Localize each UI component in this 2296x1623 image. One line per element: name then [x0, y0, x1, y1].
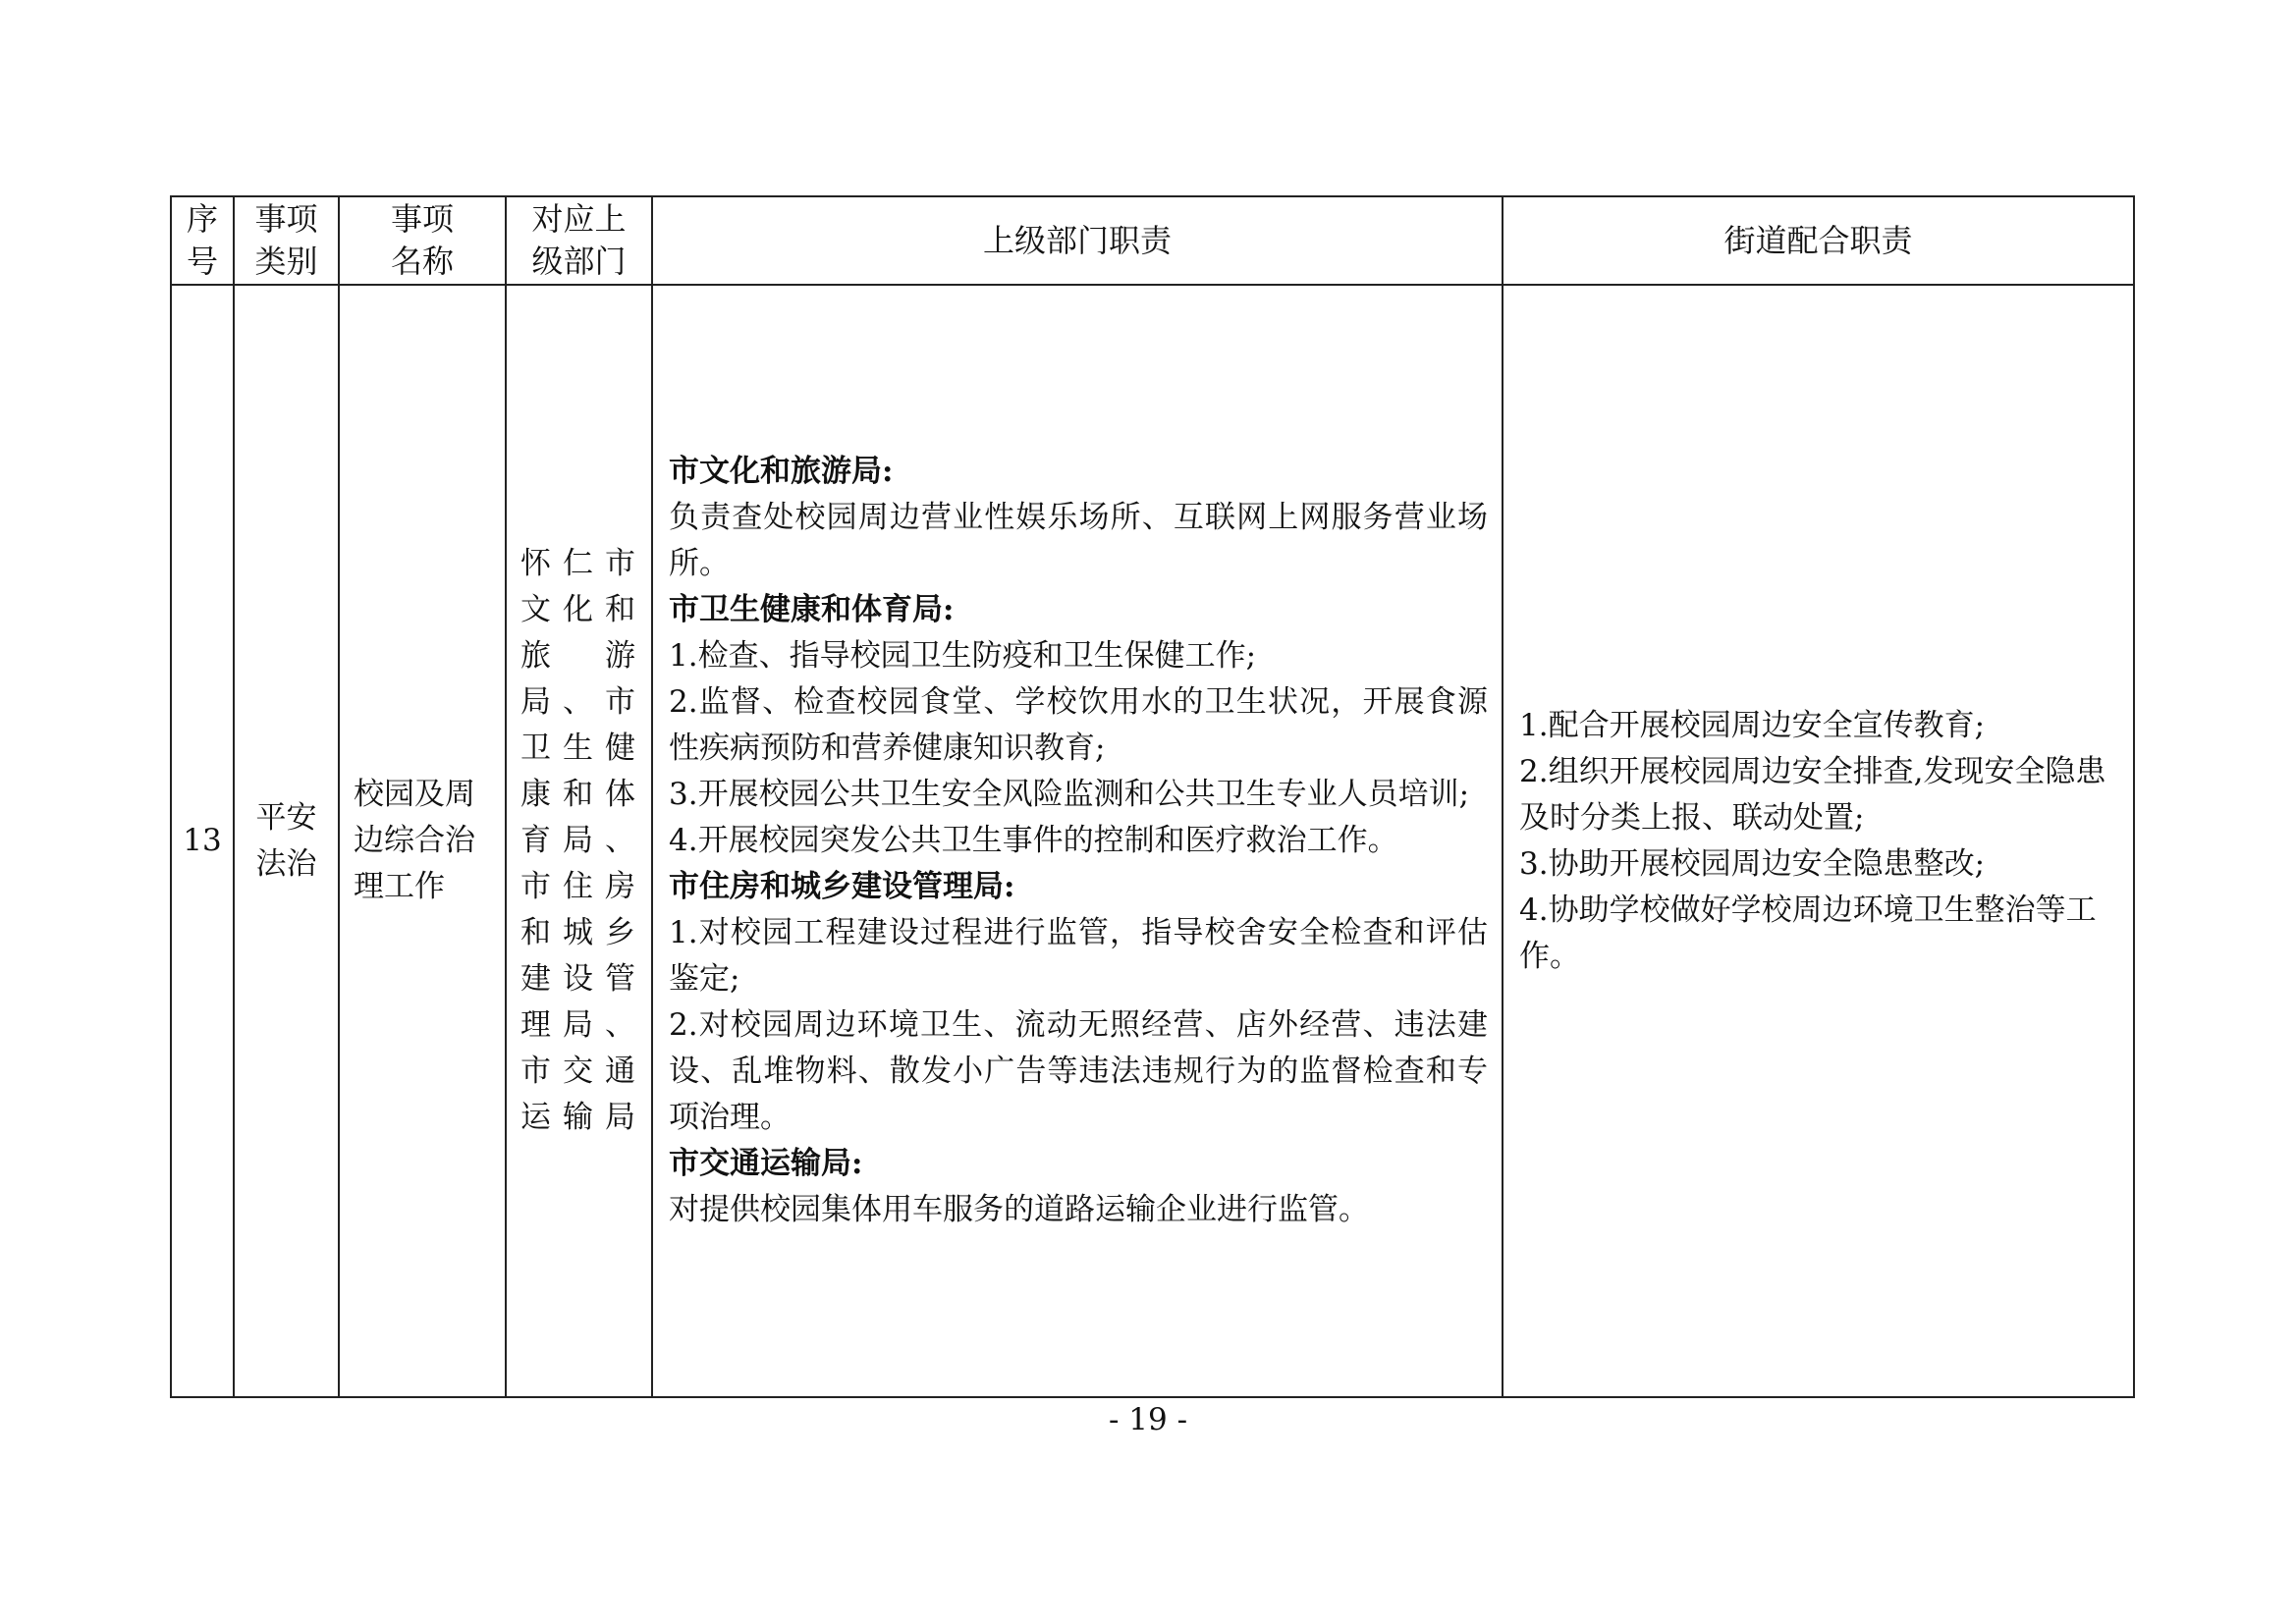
- agency-title: 市卫生健康和体育局:: [669, 592, 955, 627]
- duty-item: 2.对校园周边环境卫生、流动无照经营、店外经营、违法建设、乱堆物料、散发小广告等违法违规行为的监督检查和专项治理。: [669, 1007, 1488, 1135]
- cell-seq: 13: [171, 285, 234, 1397]
- agency-title: 市文化和旅游局:: [669, 454, 894, 489]
- street-duty-item: 2.组织开展校园周边安全排查,发现安全隐患及时分类上报、联动处置;: [1519, 753, 2106, 836]
- duty-item: 负责查处校园周边营业性娱乐场所、互联网上网服务营业场所。: [669, 500, 1488, 581]
- duty-item: 4.开展校园突发公共卫生事件的控制和医疗救治工作。: [669, 823, 1398, 858]
- header-seq: 序号: [171, 196, 234, 285]
- header-category: 事项类别: [234, 196, 339, 285]
- duty-item: 1.对校园工程建设过程进行监管，指导校舍安全检查和评估鉴定;: [669, 915, 1488, 997]
- cell-category: 平安法治: [234, 285, 339, 1397]
- agency-title: 市住房和城乡建设管理局:: [669, 869, 1015, 904]
- duty-item: 2.监督、检查校园食堂、学校饮用水的卫生状况，开展食源性疾病预防和营养健康知识教育;: [669, 684, 1488, 766]
- header-upper-duties: 上级部门职责: [652, 196, 1503, 285]
- page-number: - 19 -: [1108, 1402, 1188, 1437]
- cell-dept: 怀仁市文化和旅游局、市卫生健康和体育局、市住房和城乡建设管理局、市交通运输局: [506, 285, 652, 1397]
- duty-item: 1.检查、指导校园卫生防疫和卫生保健工作;: [669, 638, 1257, 674]
- agency-block-health: [669, 587, 1488, 864]
- agency-title: 市交通运输局:: [669, 1146, 863, 1181]
- cell-item-name: 校园及周边综合治理工作: [339, 285, 506, 1397]
- header-item-name: 事项名称: [339, 196, 506, 285]
- street-duty-item: 3.协助开展校园周边安全隐患整改;: [1519, 845, 1986, 882]
- agency-block-transport: [669, 1141, 1488, 1233]
- street-duty-item: 1.配合开展校园周边安全宣传教育;: [1519, 707, 1986, 743]
- duty-table: [170, 195, 2135, 1398]
- street-duty-item: 4.协助学校做好学校周边环境卫生整治等工作。: [1519, 892, 2097, 974]
- cell-street-duties: [1503, 285, 2134, 1397]
- agency-block-housing: [669, 864, 1488, 1141]
- cell-upper-duties: [652, 285, 1503, 1397]
- table-row: [171, 285, 2134, 1397]
- header-street-duties: 街道配合职责: [1503, 196, 2134, 285]
- duty-item: 对提供校园集体用车服务的道路运输企业进行监管。: [669, 1192, 1369, 1227]
- header-dept: 对应上级部门: [506, 196, 652, 285]
- duty-item: 3.开展校园公共卫生安全风险监测和公共卫生专业人员培训;: [669, 777, 1470, 812]
- agency-block-culture: [669, 449, 1488, 587]
- table-header-row: [171, 196, 2134, 285]
